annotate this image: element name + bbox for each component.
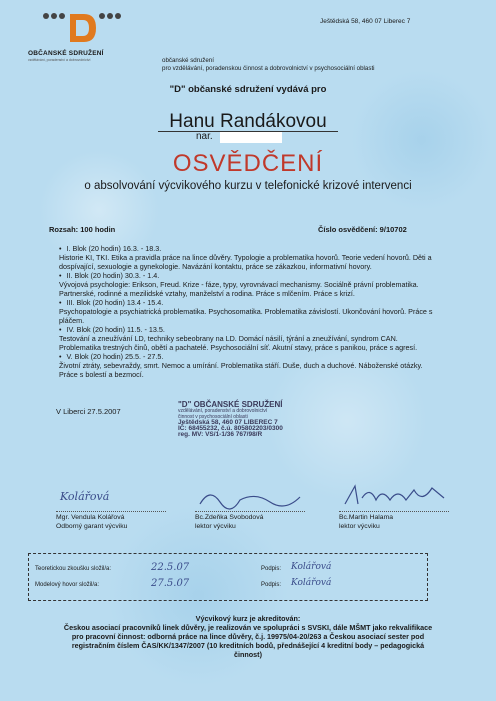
theory-exam-date: 22.5.07 (151, 562, 190, 573)
signature-svobodova (195, 482, 305, 512)
block-content: Životní ztráty, sebevraždy, smrt. Nemoc a umírání. Problematika stáří. Duše, duch a duchové. Náboženské otázky. Práce s bolestí a bezmocí. (59, 361, 423, 379)
certificate-number: Číslo osvědčení: 9/10702 (318, 225, 407, 234)
place-and-date: V Liberci 27.5.2007 (56, 407, 121, 416)
block-heading: • V. Blok (20 hodin) 25.5. - 27.5. (59, 352, 441, 361)
stamp-line-4: Ještědská 58, 460 07 LIBEREC 7 (178, 419, 278, 426)
theory-sign-value: Kolářová (291, 562, 332, 572)
stamp-line-6: reg. MV: VS/1-1/36 767/98/R (178, 431, 263, 438)
block-content: Vývojová psychologie: Erikson, Freud. Krize - fáze, typy, vyrovnávací mechanismy. Sociálně právní problematika. Partnerské, rodinné a mezilidské vztahy, manželství a rodina. Práce s mlčením. Práce s krizí. (59, 280, 419, 298)
block-content: Testování a zneužívání LD, techniky sebeobrany na LD. Domácí násilí, týrání a zneužívání, syndrom CAN. Problematika trestných činů, obětí a pachatelé. Psychosociální síť. Akutní stavy, práce s panikou, práce s agresí. (59, 334, 418, 352)
organization-stamp (178, 402, 338, 438)
theory-sign-label: Podpis: (261, 566, 282, 572)
exam-results-box (28, 553, 428, 601)
signature-line-3 (339, 511, 449, 512)
course-block-3 (59, 298, 441, 325)
accreditation-text: Českou asociací pracovníků linek důvěry, je realizován ve spolupráci s SVSKI, dále MŠMT jako rekvalifikace pro pracovní činnost: odborná práce na lince důvěry, č.j. 19975/04-20/263 a Českou asociací sester pod registračním číslem ČAS/KK/1347/2007 (10 kreditních bodů, přednášející 4 kreditní body – pedagogická činnost) (63, 623, 433, 659)
signatory-role: lektor výcviku (339, 522, 380, 530)
stamp-line-3: činnost v psychosociální oblasti (178, 414, 248, 420)
block-heading: • I. Blok (20 hodin) 16.3. - 18.3. (59, 244, 441, 253)
stamp-line-2: vzdělávání, poradenství a dobrovolnictví (178, 408, 268, 414)
model-call-date: 27.5.07 (151, 578, 190, 589)
signatory-2 (195, 514, 263, 531)
signatory-3 (339, 514, 393, 531)
course-blocks (59, 244, 441, 379)
signatory-role: Odborný garant výcviku (56, 522, 128, 530)
signature-kolarova: Kolářová (60, 490, 110, 503)
signature-line-1 (56, 511, 166, 512)
model-sign-label: Podpis: (261, 582, 282, 588)
course-block-4 (59, 325, 441, 352)
logo-subtitle: vzdělávání, poradenství a dobrovolnictví (28, 58, 91, 62)
block-content: Psychopatologie a psychiatrická problematika. Psychosomatika. Problematika závislostí. Ukončování hovorů. Práce s pláčem. (59, 307, 433, 325)
signatory-name: Bc.Zdeňka Svobodová (195, 514, 264, 521)
course-block-5 (59, 352, 441, 379)
theory-exam-label: Teoretickou zkoušku složil/a: (35, 566, 112, 572)
block-heading: • II. Blok (20 hodin) 30.3. - 1.4. (59, 271, 441, 280)
signature-line-2 (195, 511, 305, 512)
organization-description (162, 57, 375, 73)
course-scope: Rozsah: 100 hodin (49, 225, 116, 234)
header-address: Ještědská 58, 460 07 Liberec 7 (320, 18, 411, 25)
stamp-line-5: IČ: 68455232, č.ú. 805802203/0300 (178, 425, 283, 432)
signature-halama (340, 478, 450, 510)
issued-statement: "D" občanské sdružení vydává pro (169, 84, 327, 95)
block-heading: • IV. Blok (20 hodin) 11.5. - 13.5. (59, 325, 441, 334)
course-block-2 (59, 271, 441, 298)
birth-label: nar. (196, 131, 213, 142)
block-content: Historie KI, TKI. Etika a pravidla práce na lince důvěry. Typologie a problematika hovorů. Teorie vedení hovorů. Děti a dospívající, sexuologie a gynekologie. Navázání kontaktu, práce se zákazkou, informativní hovory. (59, 253, 432, 271)
signatory-name: Bc.Martin Halama (339, 514, 394, 521)
signatory-1 (56, 514, 127, 531)
model-sign-value: Kolářová (291, 578, 332, 588)
accreditation-footer (60, 614, 436, 659)
course-block-1 (59, 244, 441, 271)
logo-name: OBČANSKÉ SDRUŽENÍ (28, 50, 104, 57)
stamp-line-1: "D" OBČANSKÉ SDRUŽENÍ (178, 400, 283, 409)
signatory-name: Mgr. Vendula Kolářová (56, 514, 125, 521)
certificate-subtitle: o absolvování výcvikového kurzu v telefonické krizové intervenci (84, 180, 412, 192)
recipient-name: Hanu Randákovou (169, 111, 327, 132)
certificate-title: OSVĚDČENÍ (172, 150, 324, 177)
org-line-2: pro vzdělávání, poradenskou činnost a dobrovolnictví v psychosociální oblasti (162, 65, 375, 72)
block-heading: • III. Blok (20 hodin) 13.4 - 15.4. (59, 298, 441, 307)
accreditation-heading: Výcvikový kurz je akreditován: (195, 614, 301, 623)
redacted-birthdate (220, 132, 282, 143)
model-call-label: Modelový hovor složil/a: (35, 582, 100, 588)
signatory-role: lektor výcviku (195, 522, 236, 530)
org-line-1: občanské sdružení (162, 57, 214, 64)
